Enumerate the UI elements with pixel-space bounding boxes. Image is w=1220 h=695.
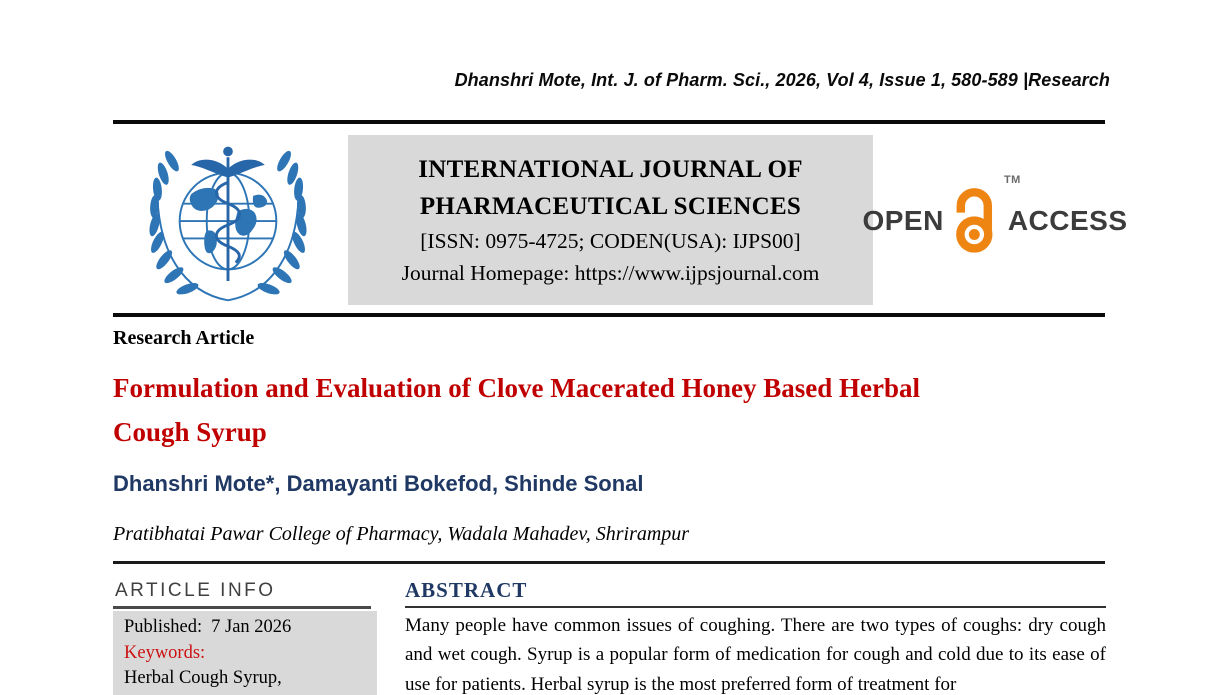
article-title-line1: Formulation and Evaluation of Clove Macerated Honey Based Herbal — [113, 373, 920, 403]
affiliation-line: Pratibhatai Pawar College of Pharmacy, Wadala Mahadev, Shrirampur — [113, 523, 690, 545]
abstract-underline — [405, 606, 1106, 608]
who-caduceus-logo-icon — [131, 136, 325, 310]
journal-homepage-line — [402, 257, 820, 289]
keyword-item: Herbal Cough Syrup, — [124, 668, 282, 688]
journal-homepage-label: Journal Homepage: — [401, 261, 570, 285]
published-label: Published: — [124, 617, 203, 637]
running-header: Dhanshri Mote, Int. J. of Pharm. Sci., 2026, Vol 4, Issue 1, 580-589 |Research — [454, 70, 1110, 90]
open-access-logo — [862, 174, 1128, 264]
journal-title-line2: PHARMACEUTICAL SCIENCES — [419, 193, 802, 220]
published-value: 7 Jan 2026 — [211, 617, 292, 637]
article-info-panel — [113, 611, 377, 695]
abstract-heading: ABSTRACT — [405, 578, 528, 602]
trademark-symbol: TM — [1003, 174, 1021, 186]
article-info-heading: ARTICLE INFO — [115, 580, 276, 601]
top-rule — [113, 120, 1105, 124]
open-padlock-icon — [949, 174, 1021, 260]
keywords-label: Keywords: — [124, 642, 206, 663]
article-title — [113, 366, 1105, 454]
article-type-label: Research Article — [113, 327, 255, 349]
journal-issn-line: [ISSN: 0975-4725; CODEN(USA): IJPS00] — [420, 229, 801, 253]
journal-title-line1: INTERNATIONAL JOURNAL OF — [418, 156, 803, 183]
open-access-access-label: ACCESS — [1007, 205, 1128, 236]
article-title-line2: Cough Syrup — [113, 417, 267, 447]
authors-line: Dhanshri Mote*, Damayanti Bokefod, Shinde Sonal — [113, 471, 644, 496]
journal-masthead — [348, 135, 873, 305]
abstract-text: Many people have common issues of coughing. There are two types of coughs: dry cough and wet cough. Syrup is a popular form of medication for cough and cold due to its ease of use for patients. Herbal syrup is the most preferred form of treatment for — [405, 615, 1106, 695]
section-divider-rule — [113, 561, 1105, 564]
open-access-open-label: OPEN — [862, 205, 944, 236]
journal-homepage-link[interactable]: https://www.ijpsjournal.com — [574, 261, 820, 285]
masthead-bottom-rule — [113, 313, 1105, 317]
article-info-underline — [113, 606, 371, 609]
published-line — [124, 615, 369, 641]
